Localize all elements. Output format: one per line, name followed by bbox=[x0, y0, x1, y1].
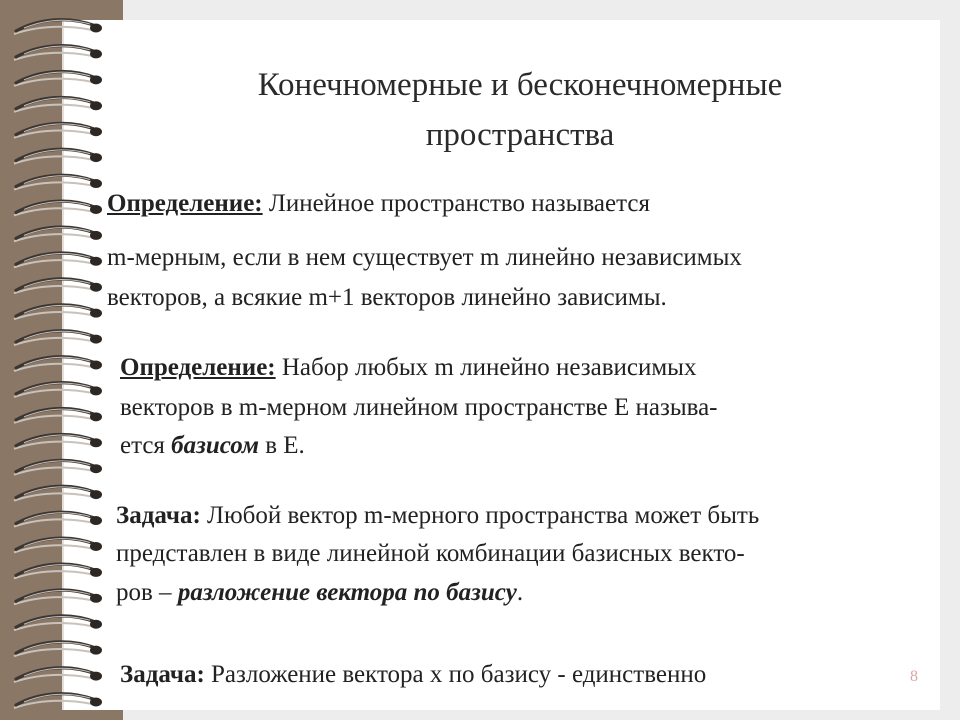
spiral-ring-icon bbox=[14, 538, 102, 552]
spiral-ring-icon bbox=[14, 409, 102, 423]
definition-1-lead: Определение: bbox=[107, 190, 263, 217]
spiral-ring-icon bbox=[14, 616, 102, 630]
definition-2-lead: Определение: bbox=[120, 354, 276, 381]
title-line-1: Конечномерные и бесконечномерные bbox=[257, 67, 783, 103]
spiral-ring-icon bbox=[14, 253, 102, 267]
spiral-ring-icon bbox=[14, 564, 102, 578]
task-1-text-3b: . bbox=[516, 579, 524, 606]
task-2-lead: Задача: bbox=[120, 661, 205, 688]
page-number: 8 bbox=[910, 668, 918, 685]
spiral-ring-icon bbox=[14, 20, 102, 34]
spiral-ring-icon bbox=[14, 668, 102, 682]
spiral-ring-icon bbox=[14, 123, 102, 137]
spiral-ring-icon bbox=[14, 434, 102, 448]
definition-2-line-2: векторов в m-мерном линейном пространстве E называ- bbox=[120, 394, 718, 421]
spiral-ring-icon bbox=[14, 175, 102, 189]
task-1-term: разложение вектора по базису bbox=[177, 579, 517, 606]
spiral-ring-icon bbox=[14, 227, 102, 241]
task-1-line-1 bbox=[116, 496, 759, 536]
spiral-ring-icon bbox=[14, 694, 102, 708]
task-1-lead: Задача: bbox=[116, 502, 201, 529]
definition-2-text-3b: в E. bbox=[258, 432, 305, 459]
spiral-ring-icon bbox=[14, 357, 102, 371]
task-1-line-3 bbox=[116, 573, 523, 613]
task-1-text-1: Любой вектор m-мерного пространства может быть bbox=[200, 502, 760, 529]
title-line-2: пространства bbox=[425, 117, 615, 153]
spiral-ring-icon bbox=[14, 512, 102, 526]
definition-2-line-3 bbox=[120, 426, 305, 466]
spiral-ring-icon bbox=[14, 97, 102, 111]
task-1-line-2: представлен в виде линейной комбинации базисных векто- bbox=[116, 540, 745, 567]
spiral-ring-icon bbox=[14, 590, 102, 604]
definition-1-line-2: m-мерным, если в нем существует m линейно независимых bbox=[107, 244, 742, 271]
spiral-ring-icon bbox=[14, 72, 102, 86]
spiral-ring-icon bbox=[14, 460, 102, 474]
task-2-line-1 bbox=[120, 655, 706, 695]
task-1-text-3a: ров – bbox=[116, 579, 178, 606]
spiral-ring-icon bbox=[14, 201, 102, 215]
definition-2-term: базисом bbox=[171, 432, 259, 459]
spiral-ring-icon bbox=[14, 279, 102, 293]
spiral-ring-icon bbox=[14, 149, 102, 163]
spiral-ring-icon bbox=[14, 305, 102, 319]
spiral-ring-icon bbox=[14, 46, 102, 60]
spiral-ring-icon bbox=[14, 642, 102, 656]
task-2-text-1: Разложение вектора x по базису - единственно bbox=[204, 661, 707, 688]
definition-2-text-3a: ется bbox=[120, 432, 172, 459]
definition-2-line-1 bbox=[120, 348, 696, 388]
spiral-ring-icon bbox=[14, 383, 102, 397]
definition-2-text-1: Набор любых m линейно независимых bbox=[275, 354, 697, 381]
spiral-ring-icon bbox=[14, 331, 102, 345]
definition-1-line-3: векторов, а всякие m+1 векторов линейно зависимы. bbox=[107, 284, 667, 311]
slide-title bbox=[150, 60, 890, 160]
spiral-ring-icon bbox=[14, 486, 102, 500]
definition-1-line-1 bbox=[107, 184, 650, 224]
definition-1-text-1: Линейное пространство называется bbox=[262, 190, 650, 217]
